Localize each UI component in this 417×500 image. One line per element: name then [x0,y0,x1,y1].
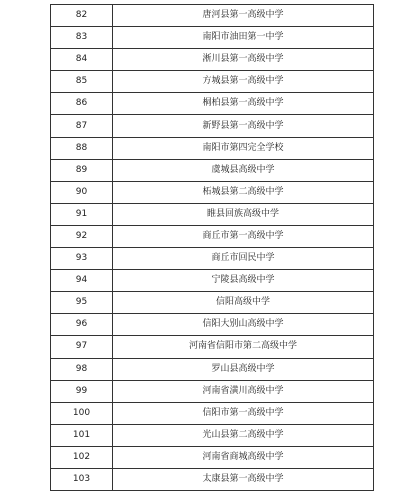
row-number: 83 [51,27,113,49]
row-number: 98 [51,358,113,380]
row-number: 84 [51,49,113,71]
row-number: 89 [51,159,113,181]
row-number: 87 [51,115,113,137]
table-row [51,380,374,402]
school-name: 桐柏县第一高级中学 [113,93,374,115]
row-number: 100 [51,402,113,424]
row-number: 97 [51,336,113,358]
school-name: 宁陵县高级中学 [113,270,374,292]
table-row [51,159,374,181]
table-row [51,71,374,93]
row-number: 99 [51,380,113,402]
row-number: 96 [51,314,113,336]
table-row [51,27,374,49]
school-name: 河南省潢川高级中学 [113,380,374,402]
school-name: 罗山县高级中学 [113,358,374,380]
table-row [51,292,374,314]
row-number: 95 [51,292,113,314]
row-number: 85 [51,71,113,93]
row-number: 82 [51,5,113,27]
school-name: 南阳市第四完全学校 [113,137,374,159]
table-row [51,115,374,137]
school-name: 唐河县第一高级中学 [113,5,374,27]
row-number: 92 [51,225,113,247]
table-row [51,446,374,468]
school-name: 睢县回族高级中学 [113,203,374,225]
school-name: 光山县第二高级中学 [113,424,374,446]
school-name: 太康县第一高级中学 [113,468,374,490]
row-number: 90 [51,181,113,203]
school-name: 虞城县高级中学 [113,159,374,181]
row-number: 88 [51,137,113,159]
table-row [51,49,374,71]
row-number: 101 [51,424,113,446]
table-row [51,203,374,225]
row-number: 94 [51,270,113,292]
table-row [51,248,374,270]
school-list-body [51,5,374,491]
table-row [51,314,374,336]
table-row [51,424,374,446]
school-name: 河南省信阳市第二高级中学 [113,336,374,358]
table-row [51,181,374,203]
school-name: 新野县第一高级中学 [113,115,374,137]
row-number: 93 [51,248,113,270]
school-name: 商丘市第一高级中学 [113,225,374,247]
row-number: 91 [51,203,113,225]
school-name: 商丘市回民中学 [113,248,374,270]
row-number: 103 [51,468,113,490]
school-name: 南阳市油田第一中学 [113,27,374,49]
row-number: 86 [51,93,113,115]
row-number: 102 [51,446,113,468]
school-name: 河南省商城高级中学 [113,446,374,468]
table-row [51,270,374,292]
table-row [51,336,374,358]
school-list-table [50,4,374,491]
table-row [51,137,374,159]
table-row [51,225,374,247]
table-row [51,358,374,380]
table-row [51,5,374,27]
school-name: 淅川县第一高级中学 [113,49,374,71]
table-row [51,402,374,424]
school-name: 信阳高级中学 [113,292,374,314]
school-name: 信阳市第一高级中学 [113,402,374,424]
table-row [51,468,374,490]
school-name: 信阳大别山高级中学 [113,314,374,336]
school-name: 方城县第一高级中学 [113,71,374,93]
table-row [51,93,374,115]
school-name: 柘城县第二高级中学 [113,181,374,203]
